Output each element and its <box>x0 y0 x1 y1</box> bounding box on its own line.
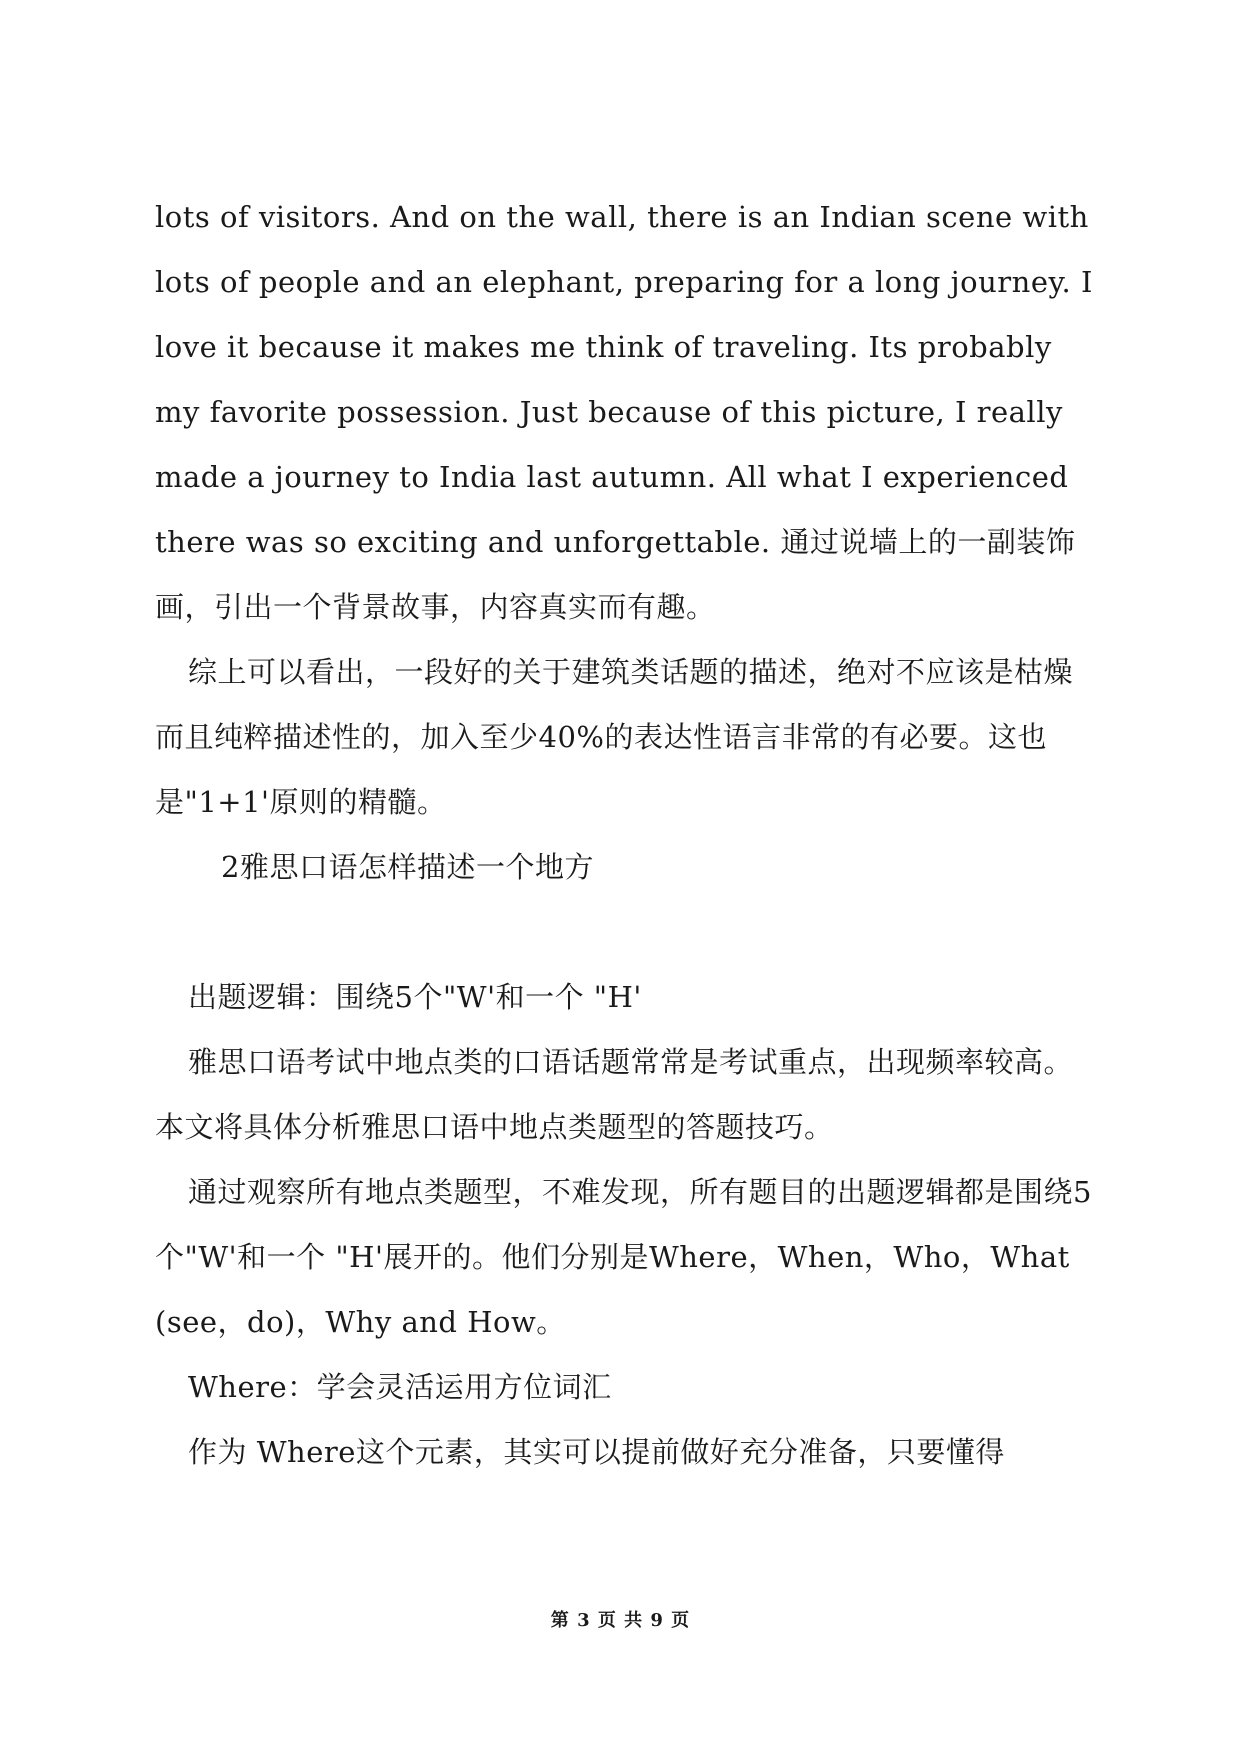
paragraph-where-heading: Where：学会灵活运用方位词汇 <box>188 1370 612 1404</box>
paragraph-wall-picture: lots of visitors. And on the wall, there is an Indian scene with lots of people and an elephant, preparing for a long journey. I love it because it makes me think of traveling. Its probably my favorite possession. Just because of this picture, I really made a journey to India last autumn. All what I experienced there was so exciting and unforgettable. 通过说墙上的一副装饰画，引出一个背景故事，内容真实而有趣。 <box>155 200 1093 624</box>
paragraph-5w1h: 通过观察所有地点类题型，不难发现，所有题目的出题逻辑都是围绕5个"W'和一个 "H'展开的。他们分别是Where，When，Who，What (see，do)，Why and How。 <box>155 1175 1092 1339</box>
paragraph-question-logic: 出题逻辑：围绕5个"W'和一个 "H' <box>188 980 642 1014</box>
section-heading: 2雅思口语怎样描述一个地方 <box>221 850 594 884</box>
page-footer: 第 3 页 共 9 页 <box>550 1610 691 1631</box>
paragraph-where-body: 作为 Where这个元素，其实可以提前做好充分准备，只要懂得 <box>188 1435 1005 1469</box>
document-body <box>155 185 1095 1485</box>
blank-line <box>155 900 1095 965</box>
paragraph-summary: 综上可以看出，一段好的关于建筑类话题的描述，绝对不应该是枯燥而且纯粹描述性的，加入至少40%的表达性语言非常的有必要。这也是"1+1'原则的精髓。 <box>155 655 1074 819</box>
paragraph-intro: 雅思口语考试中地点类的口语话题常常是考试重点，出现频率较高。本文将具体分析雅思口语中地点类题型的答题技巧。 <box>155 1045 1074 1144</box>
